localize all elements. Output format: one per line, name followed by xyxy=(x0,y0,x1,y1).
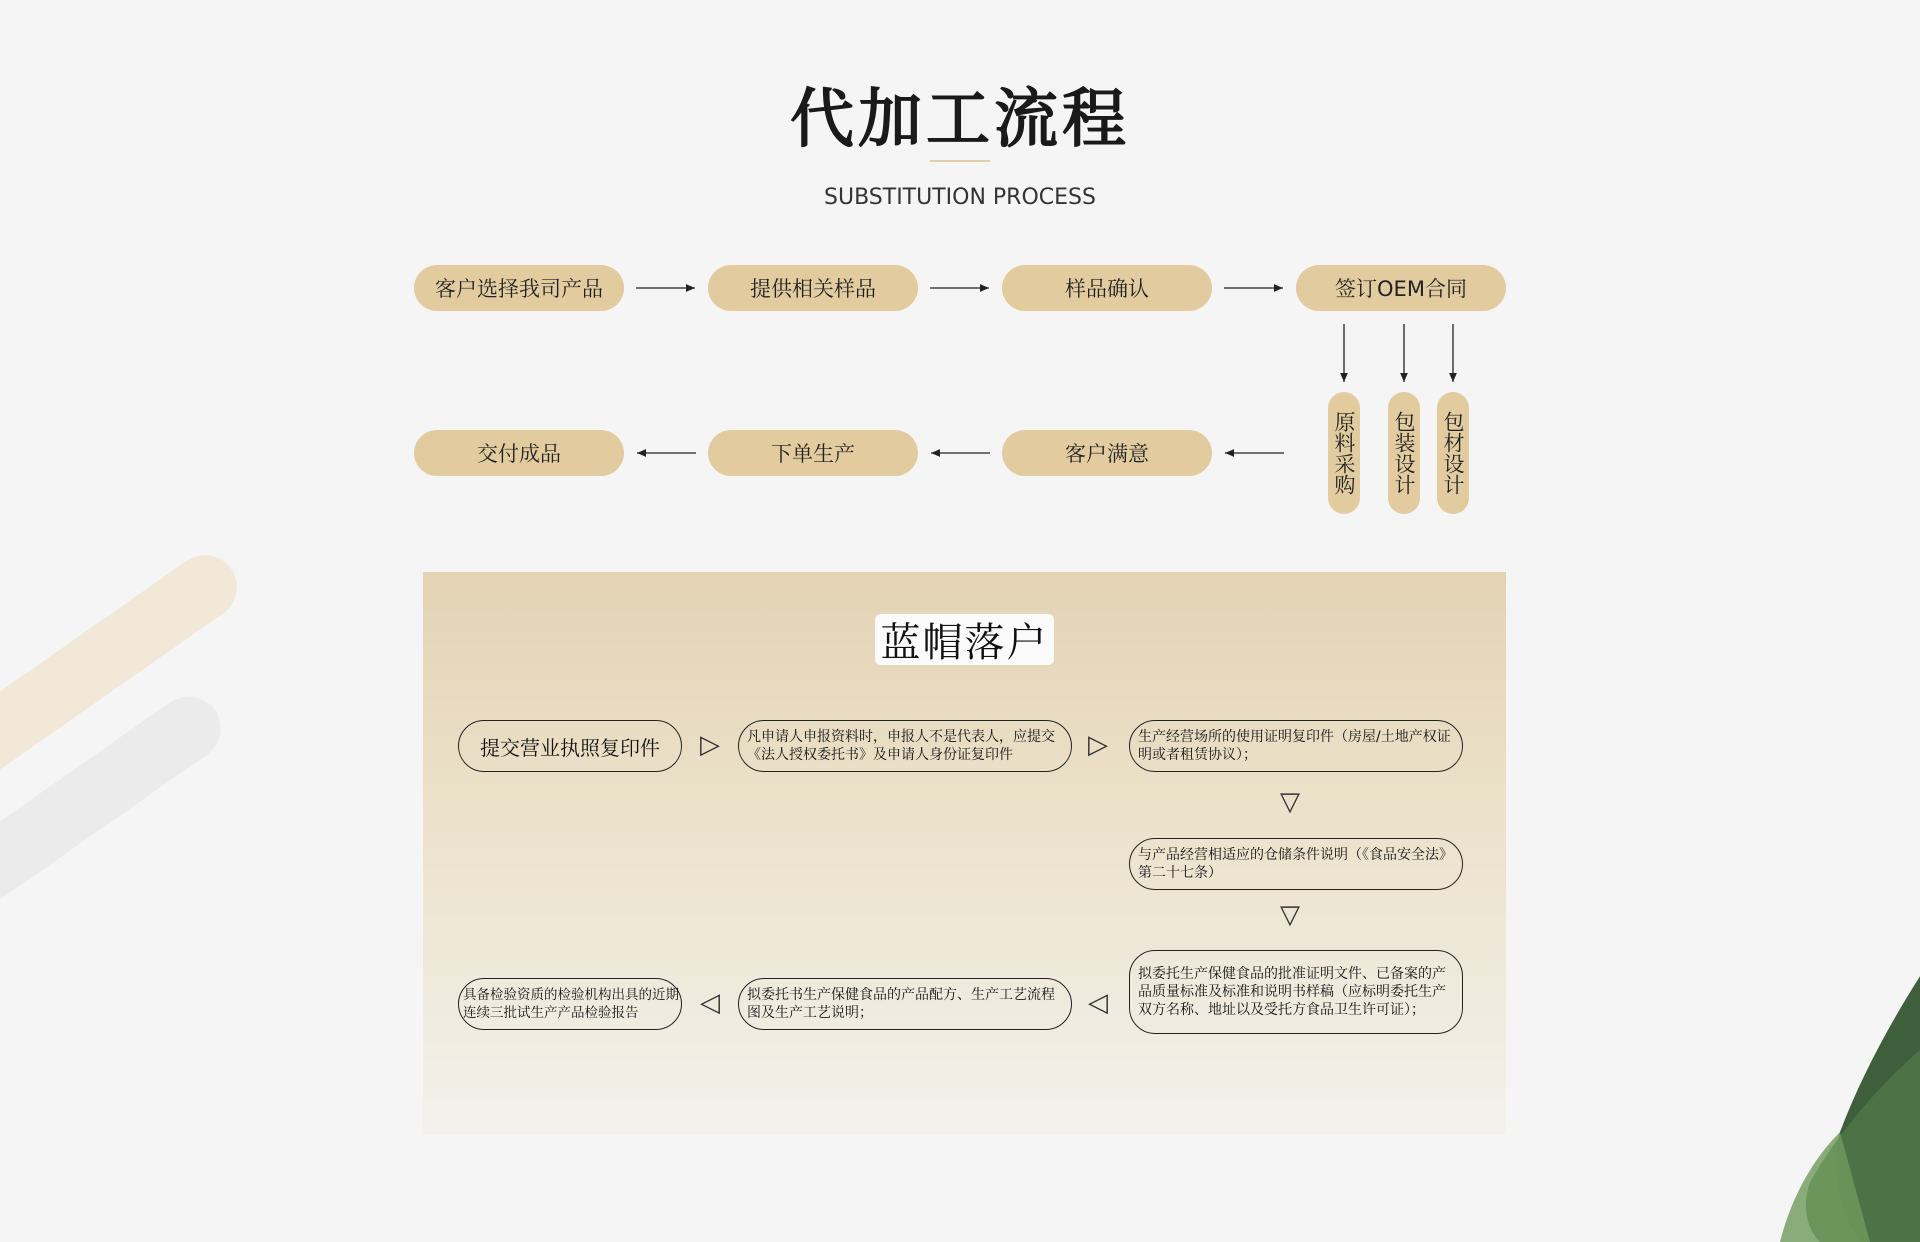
step-text: 拟委托生产保健食品的批准证明文件、已备案的产品质量标准及标准和说明书样稿（应标明委托生产双方名称、地址以及受托方食品卫生许可证）； xyxy=(1138,966,1446,1018)
triangle-down-icon: ▽ xyxy=(1280,900,1300,930)
step-premises-certificate xyxy=(1129,720,1463,772)
step-text: 提交营业执照复印件 xyxy=(480,735,660,760)
flow-branch-packaging-material: 包材设计 xyxy=(1437,392,1469,514)
step-text: 具备检验资质的检验机构出具的近期连续三批试生产产品检验报告 xyxy=(463,987,679,1021)
step-inspection-report xyxy=(458,978,682,1030)
triangle-right-icon: ▷ xyxy=(1088,730,1108,760)
flow-step-sample-confirm: 样品确认 xyxy=(1002,265,1212,311)
page-title: 代加工流程 xyxy=(790,83,1130,157)
triangle-right-icon: ▷ xyxy=(700,730,720,760)
step-text: 与产品经营相适应的仓储条件说明（《食品安全法》第二十七条） xyxy=(1138,847,1453,881)
step-authorization-letter xyxy=(738,720,1072,772)
flow-step-customer-satisfied: 客户满意 xyxy=(1002,430,1212,476)
flow-branch-packaging-design: 包装设计 xyxy=(1388,392,1420,514)
flow-step-order-production: 下单生产 xyxy=(708,430,918,476)
flow-branch-raw-material: 原料采购 xyxy=(1328,392,1360,514)
triangle-down-icon: ▽ xyxy=(1280,787,1300,817)
panel-title: 蓝帽落户 xyxy=(875,614,1054,665)
flow-step-sign-oem-contract: 签订OEM合同 xyxy=(1296,265,1506,311)
triangle-left-icon: ◁ xyxy=(700,988,720,1018)
flow-step-select-product: 客户选择我司产品 xyxy=(414,265,624,311)
flow-step-provide-samples: 提供相关样品 xyxy=(708,265,918,311)
step-text: 凡申请人申报资料时，申报人不是代表人，应提交《法人授权委托书》及申请人身份证复印件 xyxy=(747,729,1055,763)
step-approval-documents xyxy=(1129,950,1463,1034)
triangle-left-icon: ◁ xyxy=(1088,988,1108,1018)
page-subtitle: SUBSTITUTION PROCESS xyxy=(824,185,1096,210)
step-storage-conditions xyxy=(1129,838,1463,890)
step-text: 拟委托书生产保健食品的产品配方、生产工艺流程图及生产工艺说明； xyxy=(747,987,1055,1021)
step-formula-process xyxy=(738,978,1072,1030)
step-text: 生产经营场所的使用证明复印件（房屋/土地产权证明或者租赁协议）； xyxy=(1138,729,1451,763)
flow-step-deliver-products: 交付成品 xyxy=(414,430,624,476)
step-business-license xyxy=(458,720,682,772)
